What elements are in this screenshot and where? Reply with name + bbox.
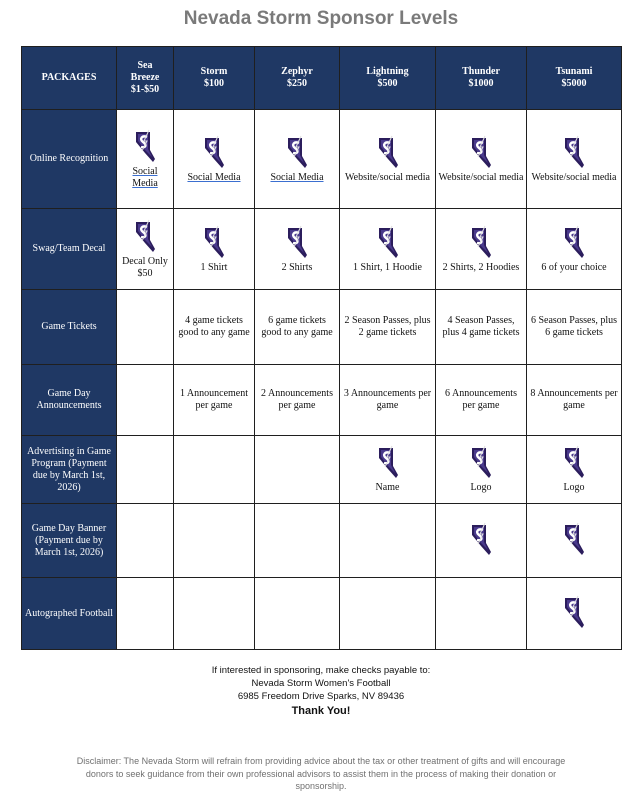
storm-logo-icon (562, 135, 586, 169)
table-cell (174, 578, 255, 650)
storm-logo-icon (469, 225, 493, 259)
cell-text: Logo (563, 482, 585, 493)
storm-logo-icon (133, 219, 157, 253)
tier-header-sea-breeze (117, 47, 174, 110)
tier-name: Tsunami (555, 66, 593, 77)
table-cell (527, 209, 622, 290)
cell-text: Social Media (270, 171, 324, 183)
table-cell (117, 365, 174, 436)
table-cell: 4 Season Passes, plus 4 game tickets (436, 290, 527, 365)
table-cell: 6 Season Passes, plus 6 game tickets (527, 290, 622, 365)
cell-text: Name (375, 482, 400, 493)
tier-name: Storm (200, 66, 228, 77)
row-label: Advertising in Game Program (Payment due by March 1st, 2026) (22, 436, 117, 504)
tier-name: Lightning (366, 66, 409, 77)
storm-logo-icon (376, 225, 400, 259)
tier-price: $1000 (468, 78, 494, 89)
table-cell: 8 Announcements per game (527, 365, 622, 436)
row-label: Game Tickets (22, 290, 117, 365)
table-cell (255, 578, 340, 650)
table-cell: 6 game tickets good to any game (255, 290, 340, 365)
table-cell (174, 436, 255, 504)
tier-name-l2: Breeze (130, 72, 160, 83)
storm-logo-icon (469, 522, 493, 556)
table-row-advertising (22, 436, 622, 504)
tier-price: $1-$50 (130, 84, 160, 95)
table-cell: 1 Announcement per game (174, 365, 255, 436)
storm-logo-icon (202, 135, 226, 169)
table-cell (117, 110, 174, 209)
table-cell (340, 110, 436, 209)
table-cell (117, 504, 174, 578)
table-cell (117, 578, 174, 650)
table-cell: 3 Announcements per game (340, 365, 436, 436)
table-cell (527, 578, 622, 650)
sponsor-contact (0, 664, 642, 718)
tier-price: $500 (377, 78, 398, 89)
contact-address: 6985 Freedom Drive Sparks, NV 89436 (237, 691, 405, 702)
row-label: Online Recognition (22, 110, 117, 209)
table-cell (174, 110, 255, 209)
table-cell (174, 504, 255, 578)
table-cell (527, 436, 622, 504)
cell-text: 1 Shirt (200, 261, 228, 273)
table-row-game-tickets (22, 290, 622, 365)
cell-text: Decal Only $50 (122, 255, 168, 279)
header-row (22, 47, 622, 110)
storm-logo-icon (376, 445, 400, 479)
packages-header: PACKAGES (22, 47, 117, 110)
cell-text: Website/social media (531, 171, 617, 183)
table-cell (436, 436, 527, 504)
cell-text: Website/social media (345, 171, 430, 183)
tier-header-tsunami (527, 47, 622, 110)
storm-logo-icon (285, 135, 309, 169)
row-label: Autographed Football (22, 578, 117, 650)
tier-name-l1: Sea (137, 60, 153, 71)
tier-price: $5000 (561, 78, 587, 89)
table-cell (527, 504, 622, 578)
tier-name: Thunder (462, 66, 500, 77)
storm-logo-icon (376, 135, 400, 169)
table-cell (340, 436, 436, 504)
cell-text: Website/social media (438, 171, 524, 183)
storm-logo-icon (562, 595, 586, 629)
storm-logo-icon (562, 522, 586, 556)
table-cell (255, 209, 340, 290)
tier-header-lightning (340, 47, 436, 110)
tier-header-zephyr (255, 47, 340, 110)
table-cell (436, 578, 527, 650)
table-cell: 2 Announcements per game (255, 365, 340, 436)
table-cell (436, 504, 527, 578)
table-row-announcements (22, 365, 622, 436)
storm-logo-icon (562, 225, 586, 259)
tier-header-thunder (436, 47, 527, 110)
page-title: Nevada Storm Sponsor Levels (183, 8, 459, 29)
table-cell (340, 209, 436, 290)
table-cell (340, 504, 436, 578)
cell-text: 6 of your choice (541, 261, 607, 273)
table-cell: 4 game tickets good to any game (174, 290, 255, 365)
cell-text: 2 Shirts (281, 261, 313, 273)
cell-text: 1 Shirt, 1 Hoodie (353, 261, 422, 273)
table-cell: 2 Season Passes, plus 2 game tickets (340, 290, 436, 365)
storm-logo-icon (202, 225, 226, 259)
contact-line-1: If interested in sponsoring, make checks payable to: (211, 665, 431, 676)
table-row-online-recognition (22, 110, 622, 209)
contact-line-2: Nevada Storm Women's Football (251, 678, 391, 689)
storm-logo-icon (469, 135, 493, 169)
table-row-football (22, 578, 622, 650)
tier-header-storm (174, 47, 255, 110)
sponsor-table (21, 46, 622, 650)
cell-text: Social Media (132, 165, 158, 189)
cell-text: Logo (470, 482, 492, 493)
table-cell (527, 110, 622, 209)
table-cell (255, 504, 340, 578)
tier-price: $100 (204, 78, 224, 89)
table-cell (436, 110, 527, 209)
row-label: Game Day Announcements (22, 365, 117, 436)
disclaimer: Disclaimer: The Nevada Storm will refrain from providing advice about the tax or other treatment of gifts and will encourage donors to seek guidance from their own professional advisors to assist them in the process of making their donation or sponsorship. (76, 756, 566, 791)
table-cell (436, 209, 527, 290)
thank-you: Thank You! (291, 705, 351, 717)
table-cell: 6 Announcements per game (436, 365, 527, 436)
table-cell (255, 436, 340, 504)
table-row-banner (22, 504, 622, 578)
storm-logo-icon (285, 225, 309, 259)
tier-name: Zephyr (281, 66, 313, 77)
table-row-swag (22, 209, 622, 290)
table-cell (340, 578, 436, 650)
cell-text: Social Media (187, 171, 241, 183)
table-cell (117, 436, 174, 504)
storm-logo-icon (133, 129, 157, 163)
storm-logo-icon (562, 445, 586, 479)
table-cell (255, 110, 340, 209)
cell-text: 2 Shirts, 2 Hoodies (442, 261, 520, 273)
table-cell (117, 209, 174, 290)
row-label: Swag/Team Decal (22, 209, 117, 290)
row-label: Game Day Banner (Payment due by March 1st, 2026) (22, 504, 117, 578)
table-cell (117, 290, 174, 365)
table-cell (174, 209, 255, 290)
tier-price: $250 (287, 78, 307, 89)
storm-logo-icon (469, 445, 493, 479)
